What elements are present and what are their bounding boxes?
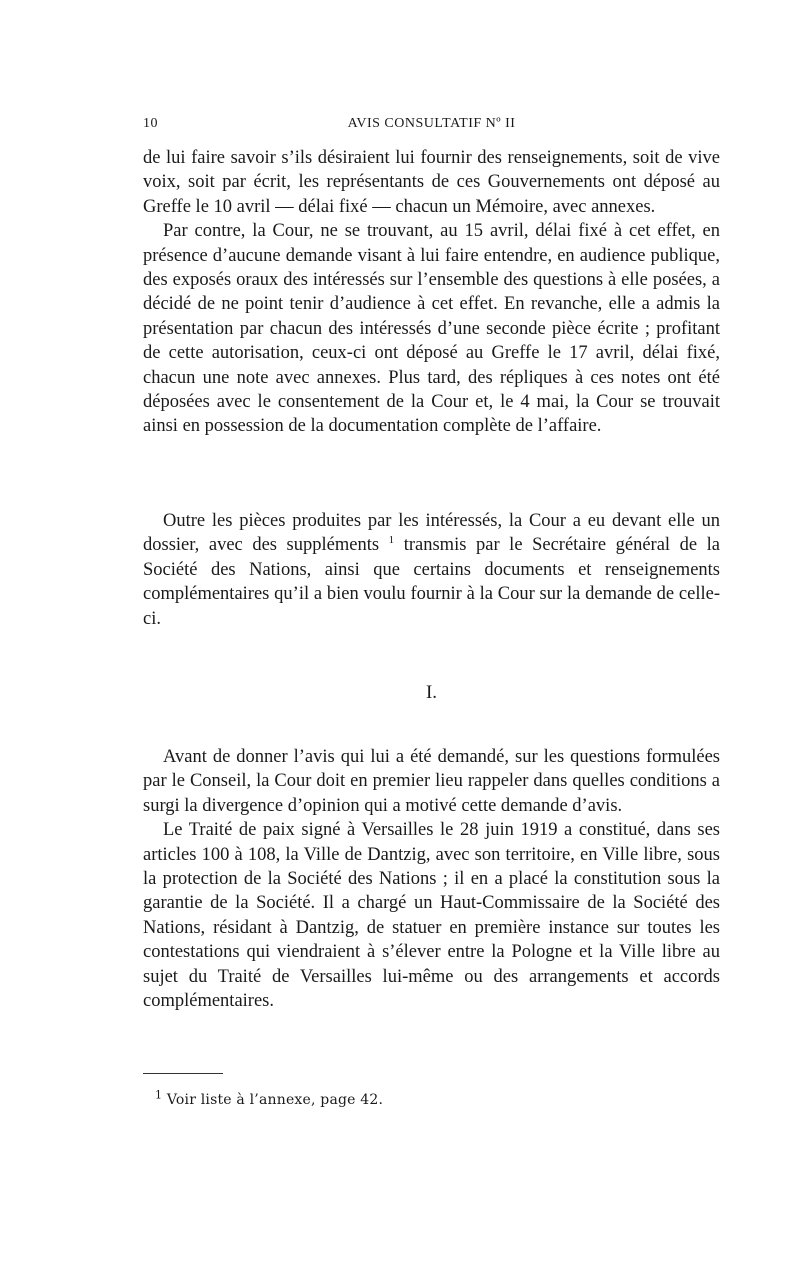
footnote-marker: 1 (155, 1088, 163, 1102)
paragraph: Avant de donner l’avis qui lui a été demandé, sur les questions formulées par le Conseil, la Cour doit en premier lieu rappeler dans quelles conditions a surgi la divergence d’opinion qui a motivé cette demande d’avis. (143, 747, 720, 816)
page-header (143, 116, 720, 136)
paragraph-dossier (143, 509, 720, 631)
text-block-section-one (143, 745, 720, 1013)
paragraph-text: Outre les pièces produites par les intéressés, la Cour a eu devant elle un dossier, avec des suppléments (143, 511, 720, 556)
footnote (155, 1088, 384, 1108)
paragraph: Le Traité de paix signé à Versailles le 28 juin 1919 a constitué, dans ses articles 100 à 108, la Ville de Dantzig, avec son territoire, en Ville libre, sous la protection de la Société des Nations ; il en a placé la constitution sous la garantie de la Société. Il a chargé un Haut-Commissaire de la Société des Nations, résidant à Dantzig, de statuer en première instance sur toutes les contestations qui viendraient à s’élever entre la Pologne et la Ville libre au sujet du Traité de Versailles lui-même ou des arrangements et accords complémentaires. (143, 820, 720, 1012)
footnote-reference: 1 (388, 534, 395, 547)
footnote-text: Voir liste à l’annexe, page 42. (166, 1092, 384, 1108)
paragraph-text: transmis par le Secrétaire général de la Société des Nations, ainsi que certains documents et renseignements complémentaires qu’il a bien voulu fournir à la Cour sur la demande de celle-ci. (143, 535, 721, 629)
footnote-divider (143, 1073, 223, 1074)
text-block-procedure (143, 146, 720, 439)
section-heading: I. (425, 682, 438, 703)
text-block-dossier (143, 509, 720, 631)
page-number: 10 (143, 116, 158, 131)
running-title: AVIS CONSULTATIF Nº II (347, 116, 516, 131)
paragraph: Par contre, la Cour, ne se trouvant, au 15 avril, délai fixé à cet effet, en présence d’aucune demande visant à lui faire entendre, en audience publique, des exposés oraux des intéressés sur l’ensemble des questions à elle posées, a décidé de ne point tenir d’audience à cet effet. En revanche, elle a admis la présentation par chacun des intéressés d’une seconde pièce écrite ; profitant de cette autorisation, ceux-ci ont déposé au Greffe le 17 avril, délai fixé, chacun une note avec annexes. Plus tard, des répliques à ces notes ont été déposées avec le consentement de la Cour et, le 4 mai, la Cour se trouvait ainsi en possession de la documentation complète de l’affaire. (143, 221, 720, 437)
paragraph: de lui faire savoir s’ils désiraient lui fournir des renseignements, soit de vive voix, soit par écrit, les représentants de ces Gouvernements ont déposé au Greffe le 10 avril — délai fixé — chacun un Mémoire, avec annexes. (143, 148, 720, 217)
